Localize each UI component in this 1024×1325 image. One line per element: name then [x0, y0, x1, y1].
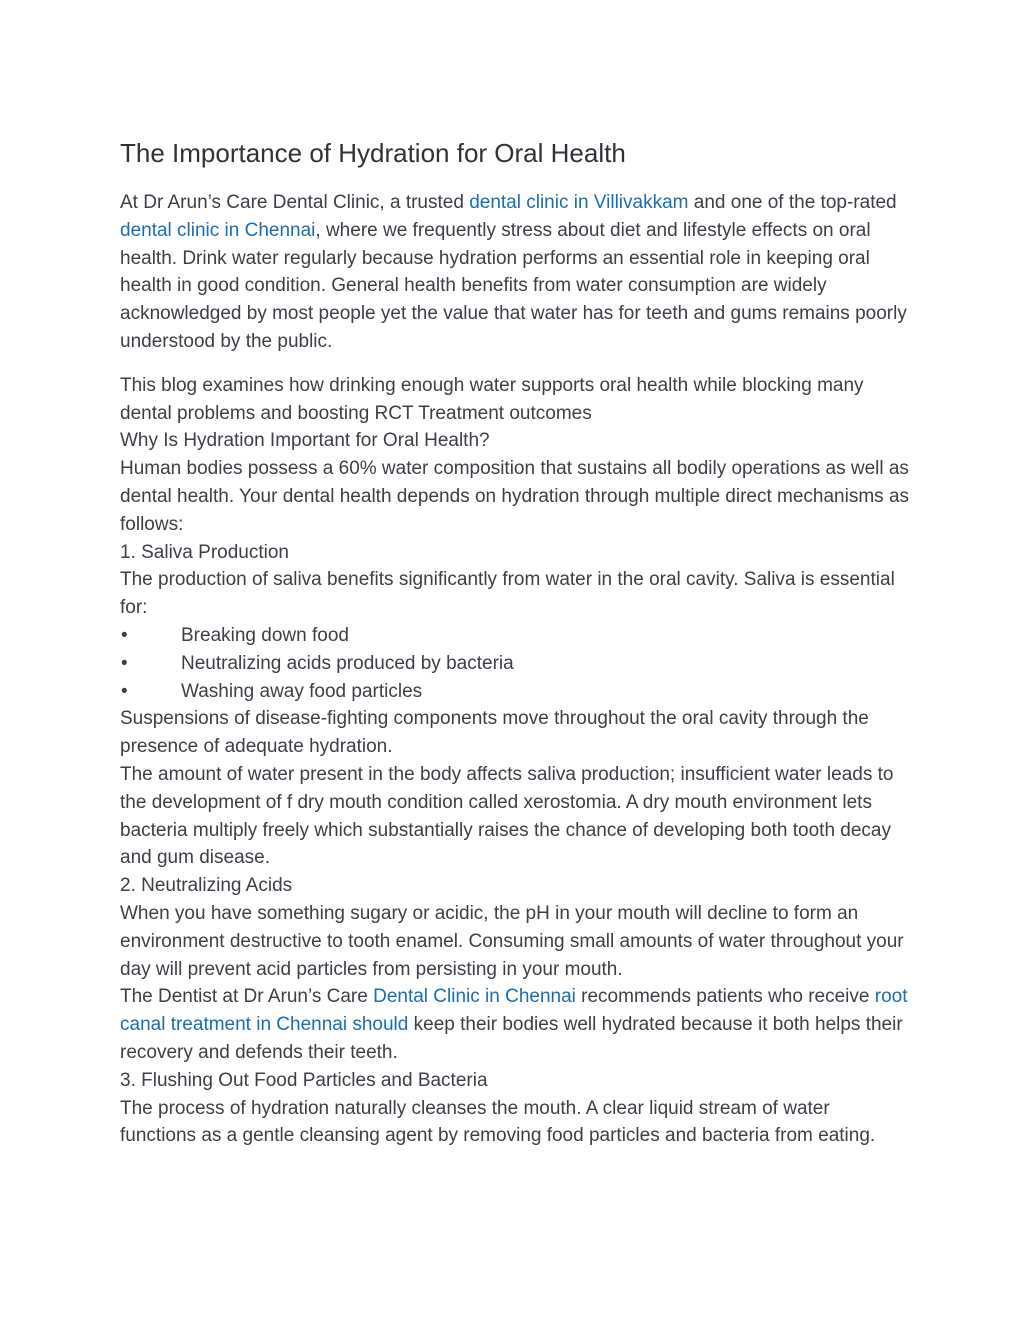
- why-paragraph: Human bodies possess a 60% water composition that sustains all bodily operations as well as dental health. Your dental health depends on hydration through multiple direct mechanisms as follows:: [120, 458, 910, 535]
- section1-paragraph: The production of saliva benefits significantly from water in the oral cavity. Saliva is essential for:: [120, 569, 895, 619]
- section2-paragraph: When you have something sugary or acidic, the pH in your mouth will decline to form an environment destructive to tooth enamel. Consuming small amounts of water throughout your day will prevent acid particles from persisting in your mouth.: [120, 902, 904, 980]
- section2-heading: 2. Neutralizing Acids: [120, 875, 293, 897]
- document-body: [120, 136, 910, 1150]
- link-dental-clinic-chennai[interactable]: dental clinic in Chennai: [120, 219, 316, 241]
- section1-heading: 1. Saliva Production: [120, 541, 289, 563]
- section3-paragraph: The process of hydration naturally cleanses the mouth. A clear liquid stream of water functions as a gentle cleansing agent by removing food particles and bacteria from eating.: [120, 1097, 876, 1147]
- why-heading: Why Is Hydration Important for Oral Health?: [120, 430, 490, 452]
- page-title: The Importance of Hydration for Oral Health: [120, 138, 626, 168]
- blog-intro-paragraph: This blog examines how drinking enough water supports oral health while blocking many dental problems and boosting RCT Treatment outcomes: [120, 374, 864, 424]
- link-dental-clinic-in-chennai[interactable]: Dental Clinic in Chennai: [373, 986, 576, 1008]
- section2-text-1: The Dentist at Dr Arun’s Care: [120, 986, 374, 1008]
- bullet-icon: •: [121, 680, 128, 702]
- list-item-text: Neutralizing acids produced by bacteria: [181, 652, 514, 674]
- list-item-text: Breaking down food: [181, 624, 349, 646]
- section2-recommendation-paragraph: [120, 983, 910, 1066]
- bullet-icon: •: [121, 624, 128, 646]
- link-dental-clinic-villivakkam[interactable]: dental clinic in Villivakkam: [469, 192, 689, 213]
- list-item-text: Washing away food particles: [181, 680, 423, 702]
- link-root-canal-treatment-chennai[interactable]: root canal treatment in Chennai should: [120, 986, 908, 1036]
- section1-after-paragraph-2: The amount of water present in the body affects saliva production; insufficient water leads to the development of f dry mouth condition called xerostomia. A dry mouth environment lets bacteria multiply freely which substantially raises the chance of developing both tooth decay and gum disease.: [120, 763, 894, 869]
- intro-text-2: and one of the top-rated: [688, 192, 897, 213]
- section1-after-paragraph-1: Suspensions of disease-fighting components move throughout the oral cavity through the presence of adequate hydration.: [120, 708, 869, 758]
- bullet-icon: •: [121, 652, 128, 674]
- intro-text-1: At Dr Arun’s Care Dental Clinic, a trusted: [120, 192, 470, 213]
- intro-paragraph: [120, 189, 910, 356]
- section3-heading: 3. Flushing Out Food Particles and Bacteria: [120, 1069, 488, 1091]
- section2-text-2: recommends patients who receive: [575, 986, 875, 1008]
- list-item: [120, 650, 910, 678]
- section2-text-3: keep their bodies well hydrated because it both helps their recovery and defends their teeth.: [120, 1014, 903, 1063]
- list-item: [120, 622, 910, 650]
- list-item: [120, 678, 910, 706]
- intro-text-3: , where we frequently stress about diet and lifestyle effects on oral health. Drink water regularly because hydration performs an essential role in keeping oral health in good condition. General health benefits from water consumption are widely acknowledged by most people yet the value that water has for teeth and gums remains poorly understood by the public.: [120, 219, 907, 352]
